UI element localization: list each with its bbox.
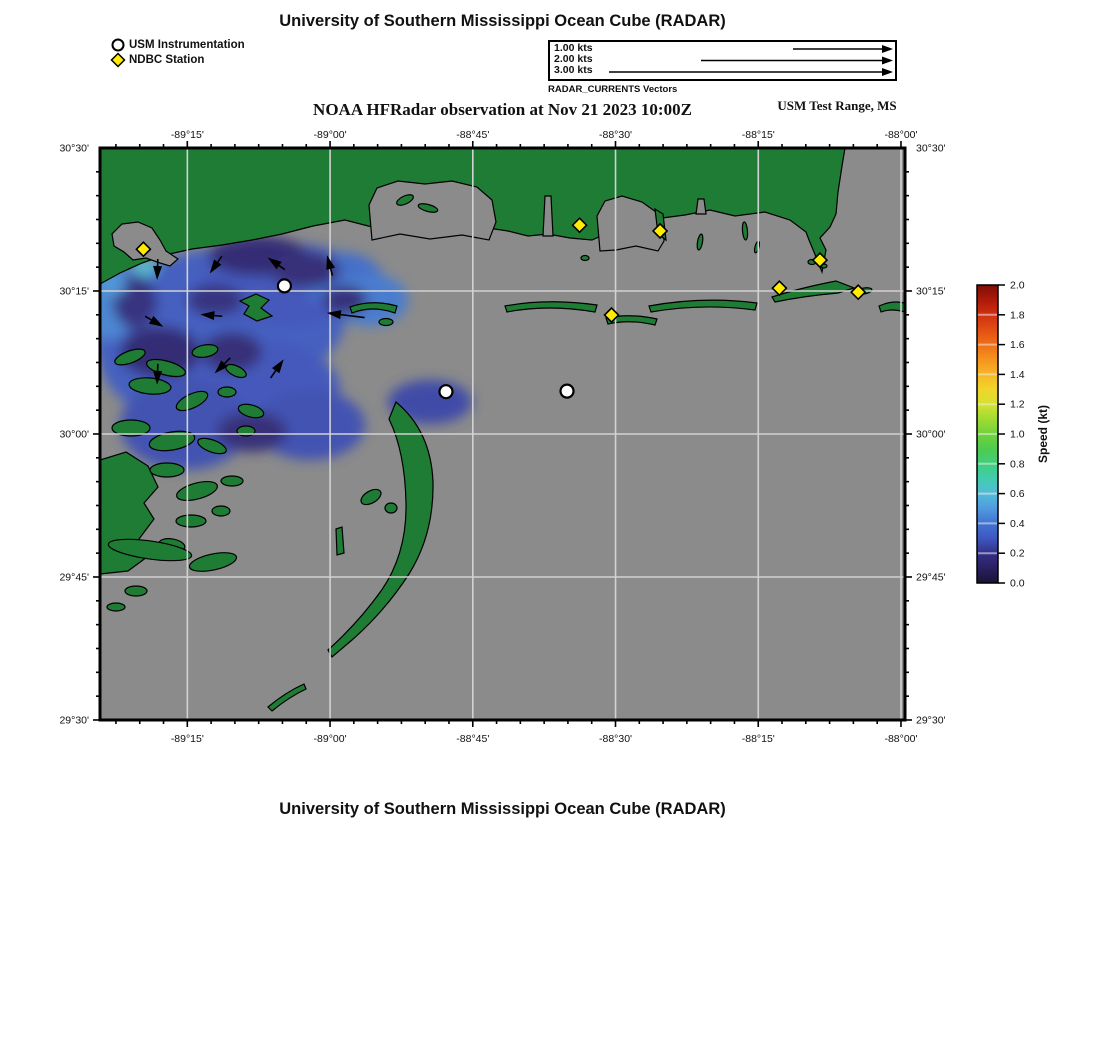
colorbar-tick-label: 1.2: [1010, 398, 1025, 411]
pascagoula-river: [696, 199, 706, 214]
colorbar-title: Speed (kt): [1036, 404, 1050, 464]
legend-usm-label: USM Instrumentation: [129, 39, 245, 51]
lon-tick-label-bottom: -88°45': [456, 733, 490, 745]
colorbar-tick-label: 2.0: [1010, 279, 1025, 292]
lat-tick-label-right: 29°45': [916, 571, 946, 584]
legend-ndbc: [110, 52, 204, 68]
lat-tick-label-left: 30°00': [59, 428, 89, 441]
scale-arrows: [550, 42, 895, 79]
usm-circle-icon: [110, 37, 126, 53]
vector-scale-box: [548, 40, 897, 81]
lat-tick-label-right: 29°30': [916, 714, 946, 727]
marsh-patch: [176, 515, 206, 527]
ndbc-diamond-icon: [110, 52, 126, 68]
colorbar-tick-label: 1.4: [1010, 368, 1025, 381]
lon-tick-label-top: -89°15': [170, 129, 204, 141]
lon-tick-label-bottom: -89°15': [170, 733, 204, 745]
lat-tick-label-right: 30°30': [916, 142, 946, 155]
scale-2kt-label: 2.00 kts: [554, 53, 593, 65]
legend-usm: [110, 37, 245, 53]
observation-subtitle: NOAA HFRadar observation at Nov 21 2023 10:00Z: [313, 100, 692, 119]
lon-tick-label-top: -88°30': [599, 129, 633, 141]
lon-tick-label-bottom: -88°30': [599, 733, 633, 745]
colorbar-tick-label: 1.6: [1010, 339, 1025, 352]
lat-tick-label-left: 30°15': [59, 285, 89, 298]
colorbar-tick-label: 0.6: [1010, 488, 1025, 501]
lon-tick-label-top: -88°45': [456, 129, 490, 141]
colorbar-tick-label: 0.2: [1010, 547, 1025, 560]
colorbar-tick-label: 0.4: [1010, 517, 1025, 530]
marsh-patch: [218, 387, 236, 397]
scale-1kt-label: 1.00 kts: [554, 42, 593, 54]
vector-tail: [214, 316, 222, 317]
islet: [336, 527, 344, 555]
lon-tick-label-bottom: -88°00': [884, 733, 918, 745]
marsh-patch: [125, 586, 147, 596]
range-label: USM Test Range, MS: [777, 98, 897, 113]
island-sliver: [379, 319, 393, 326]
scale-arrow-head: [882, 68, 893, 76]
colorbar-tick-label: 1.0: [1010, 428, 1025, 441]
usm-instrumentation-marker: [278, 279, 291, 292]
scale-arrow-head: [882, 45, 893, 53]
river-channel: [543, 196, 553, 236]
lat-tick-label-left: 30°30': [59, 142, 89, 155]
marsh-patch: [221, 476, 243, 486]
lon-tick-label-top: -89°00': [313, 129, 347, 141]
lat-tick-label-left: 29°45': [59, 571, 89, 584]
scale-3kt-label: 3.00 kts: [554, 64, 593, 76]
vector-scale-caption: RADAR_CURRENTS Vectors: [548, 84, 678, 95]
colorbar-tick-label: 0.0: [1010, 577, 1025, 590]
page-title: University of Southern Mississippi Ocean Cube (RADAR): [279, 12, 726, 30]
colorbar-tick-label: 0.8: [1010, 458, 1025, 471]
usm-instrumentation-marker: [439, 385, 452, 398]
marsh-patch: [150, 463, 184, 477]
speed-patch: [187, 284, 243, 316]
marsh-patch: [212, 506, 230, 516]
lon-tick-label-top: -88°15': [741, 129, 775, 141]
colorbar-tick-label: 1.8: [1010, 309, 1025, 322]
islet: [581, 256, 589, 261]
lon-tick-label-bottom: -88°15': [741, 733, 775, 745]
usm-instrumentation-marker: [561, 385, 574, 398]
lon-tick-label-bottom: -89°00': [313, 733, 347, 745]
lat-tick-label-right: 30°15': [916, 285, 946, 298]
bottom-title: University of Southern Mississippi Ocean Cube (RADAR): [279, 800, 726, 818]
lat-tick-label-right: 30°00': [916, 428, 946, 441]
lon-tick-label-top: -88°00': [884, 129, 918, 141]
colorbar: [977, 280, 1050, 590]
lat-tick-label-left: 29°30': [59, 714, 89, 727]
islet: [385, 503, 397, 513]
marsh-patch: [107, 603, 125, 611]
legend-ndbc-label: NDBC Station: [129, 54, 205, 66]
scale-arrow-head: [882, 57, 893, 65]
